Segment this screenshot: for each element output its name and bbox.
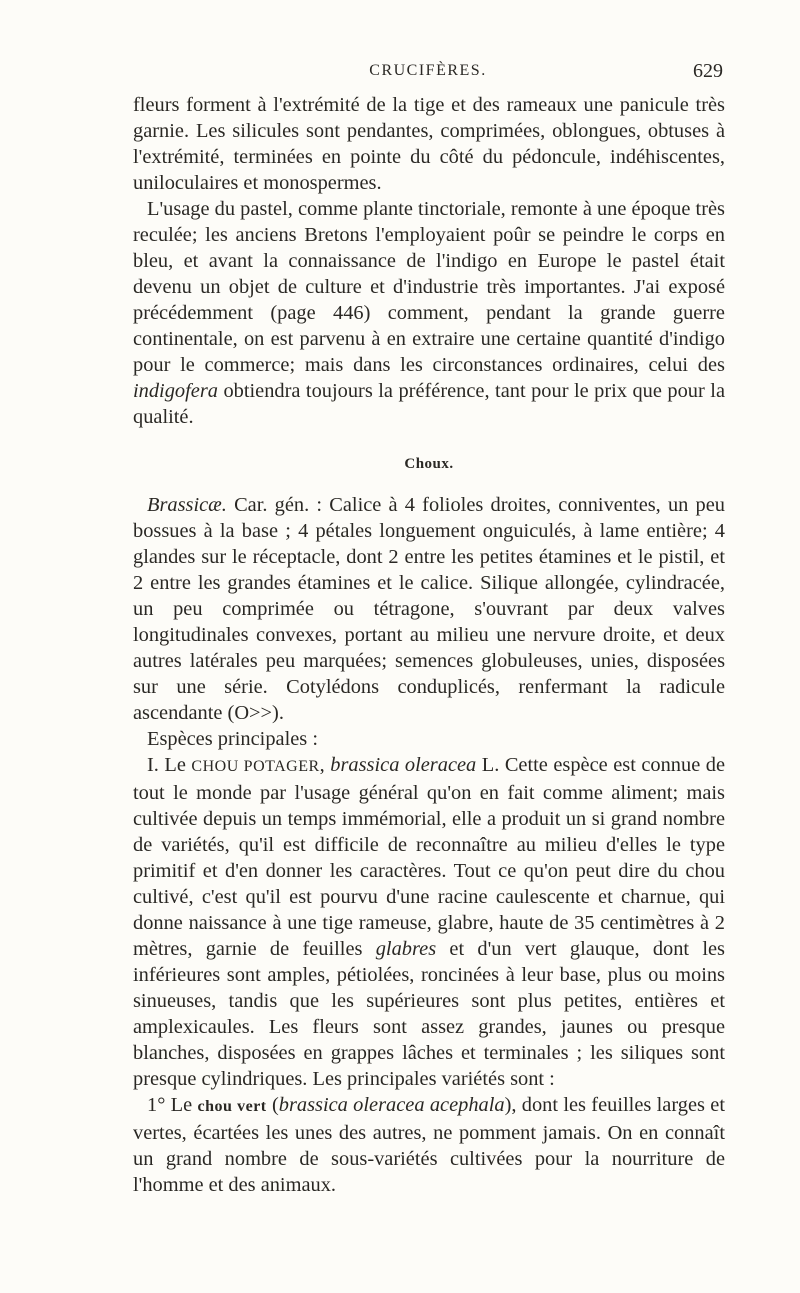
text-run: Car. gén. : Calice à 4 folioles droites, conniventes, un peu bossues à la base ; 4 pétales longuement onguiculés, à lame entière; 4 glandes sur le réceptacle, dont 2 entre les petites étamines et le pistil, et 2 entre les grandes étamines et le calice. Silique allongée, cylindracée, un peu comprimée ou tétragone, s'ouvrant par deux valves longitudinales convexes, portant au milieu une nervure droite, et deux autres latérales peu marquées; semences globuleuses, unies, disposées sur une série. Cotylédons conduplicés, renfermant la radicule ascendante (O>>). <box>133 494 725 724</box>
text-run: , <box>319 754 331 776</box>
text-run: L. Cette espèce est connue de tout le monde par l'usage général qu'on en fait comme aliment; mais cultivée depuis un temps immémorial, elle a produit un si grand nombre de variétés, qu'il est difficile de reconnaître au milieu d'elles le type primitif et d'en donner les caractères. Tout ce qu'on peut dire du chou cultivé, c'est qu'il est pourvu d'une racine caulescente et charnue, qui donne naissance à une tige rameuse, glabre, haute de 35 centimètres à 2 mètres, garnie de feuilles <box>133 754 726 960</box>
section-title: Choux. <box>404 456 454 472</box>
text-run: 1° Le <box>147 1094 198 1116</box>
paragraph-genus-characters <box>133 492 725 726</box>
paragraph-chou-potager <box>133 752 725 1092</box>
page-number: 629 <box>693 60 723 82</box>
page-body <box>133 92 725 1198</box>
text-run: ( <box>266 1094 279 1116</box>
italic-term: Brassicæ. <box>147 494 227 516</box>
text-run: obtiendra toujours la préférence, tant pour le prix que pour la qualité. <box>133 380 725 428</box>
paragraph-pastel-usage <box>133 196 725 430</box>
text-run: L'usage du pastel, comme plante tinctoriale, remonte à une époque très reculée; les anciens Bretons l'employaient poûr se peindre le corps en bleu, et avant la connaissance de l'indigo en Europe le pastel était devenu un objet de culture et d'industrie très importantes. J'ai exposé précédemment (page 446) comment, pendant la grande guerre continentale, on est parvenu à en extraire une certaine quantité d'indigo pour le commerce; mais dans les circonstances ordinaires, celui des <box>133 198 725 376</box>
paragraph-chou-vert <box>133 1092 725 1198</box>
text-run: et d'un vert glauque, dont les inférieures sont amples, pétiolées, roncinées à leur base, plus ou moins sinueuses, tandis que les supérieures sont plus petites, entières et amplexicaules. Les fleurs sont assez grandes, jaunes ou presque blanches, disposées en grappes lâches et terminales ; les siliques sont presque cylindriques. Les principales variétés sont : <box>133 938 725 1090</box>
smallcaps-term: CHOU POTAGER <box>191 758 320 775</box>
page-header <box>133 60 723 86</box>
paragraph-species-heading <box>133 726 725 752</box>
running-head: CRUCIFÈRES. <box>369 62 487 79</box>
text-run: ), dont les feuilles larges et vertes, écartées les unes des autres, ne pomment jamais. On en connaît un grand nombre de sous-variétés cultivées pour la nourriture de l'homme et des animaux. <box>133 1094 725 1196</box>
text-run: fleurs forment à l'extrémité de la tige et des rameaux une panicule très garnie. Les silicules sont pendantes, comprimées, oblongues, obtuses à l'extrémité, terminées en pointe du côté du pédoncule, indéhiscentes, uniloculaires et monospermes. <box>133 94 725 194</box>
bold-term: chou vert <box>197 1098 267 1115</box>
italic-term: glabres <box>375 938 437 960</box>
text-run: Espèces principales : <box>147 728 318 750</box>
italic-term: brassica oleracea <box>330 754 477 776</box>
paragraph-continuation <box>133 92 725 196</box>
italic-term: brassica oleracea acephala <box>278 1094 505 1116</box>
italic-term: indigofera <box>133 380 218 402</box>
text-run: I. Le <box>147 754 192 776</box>
